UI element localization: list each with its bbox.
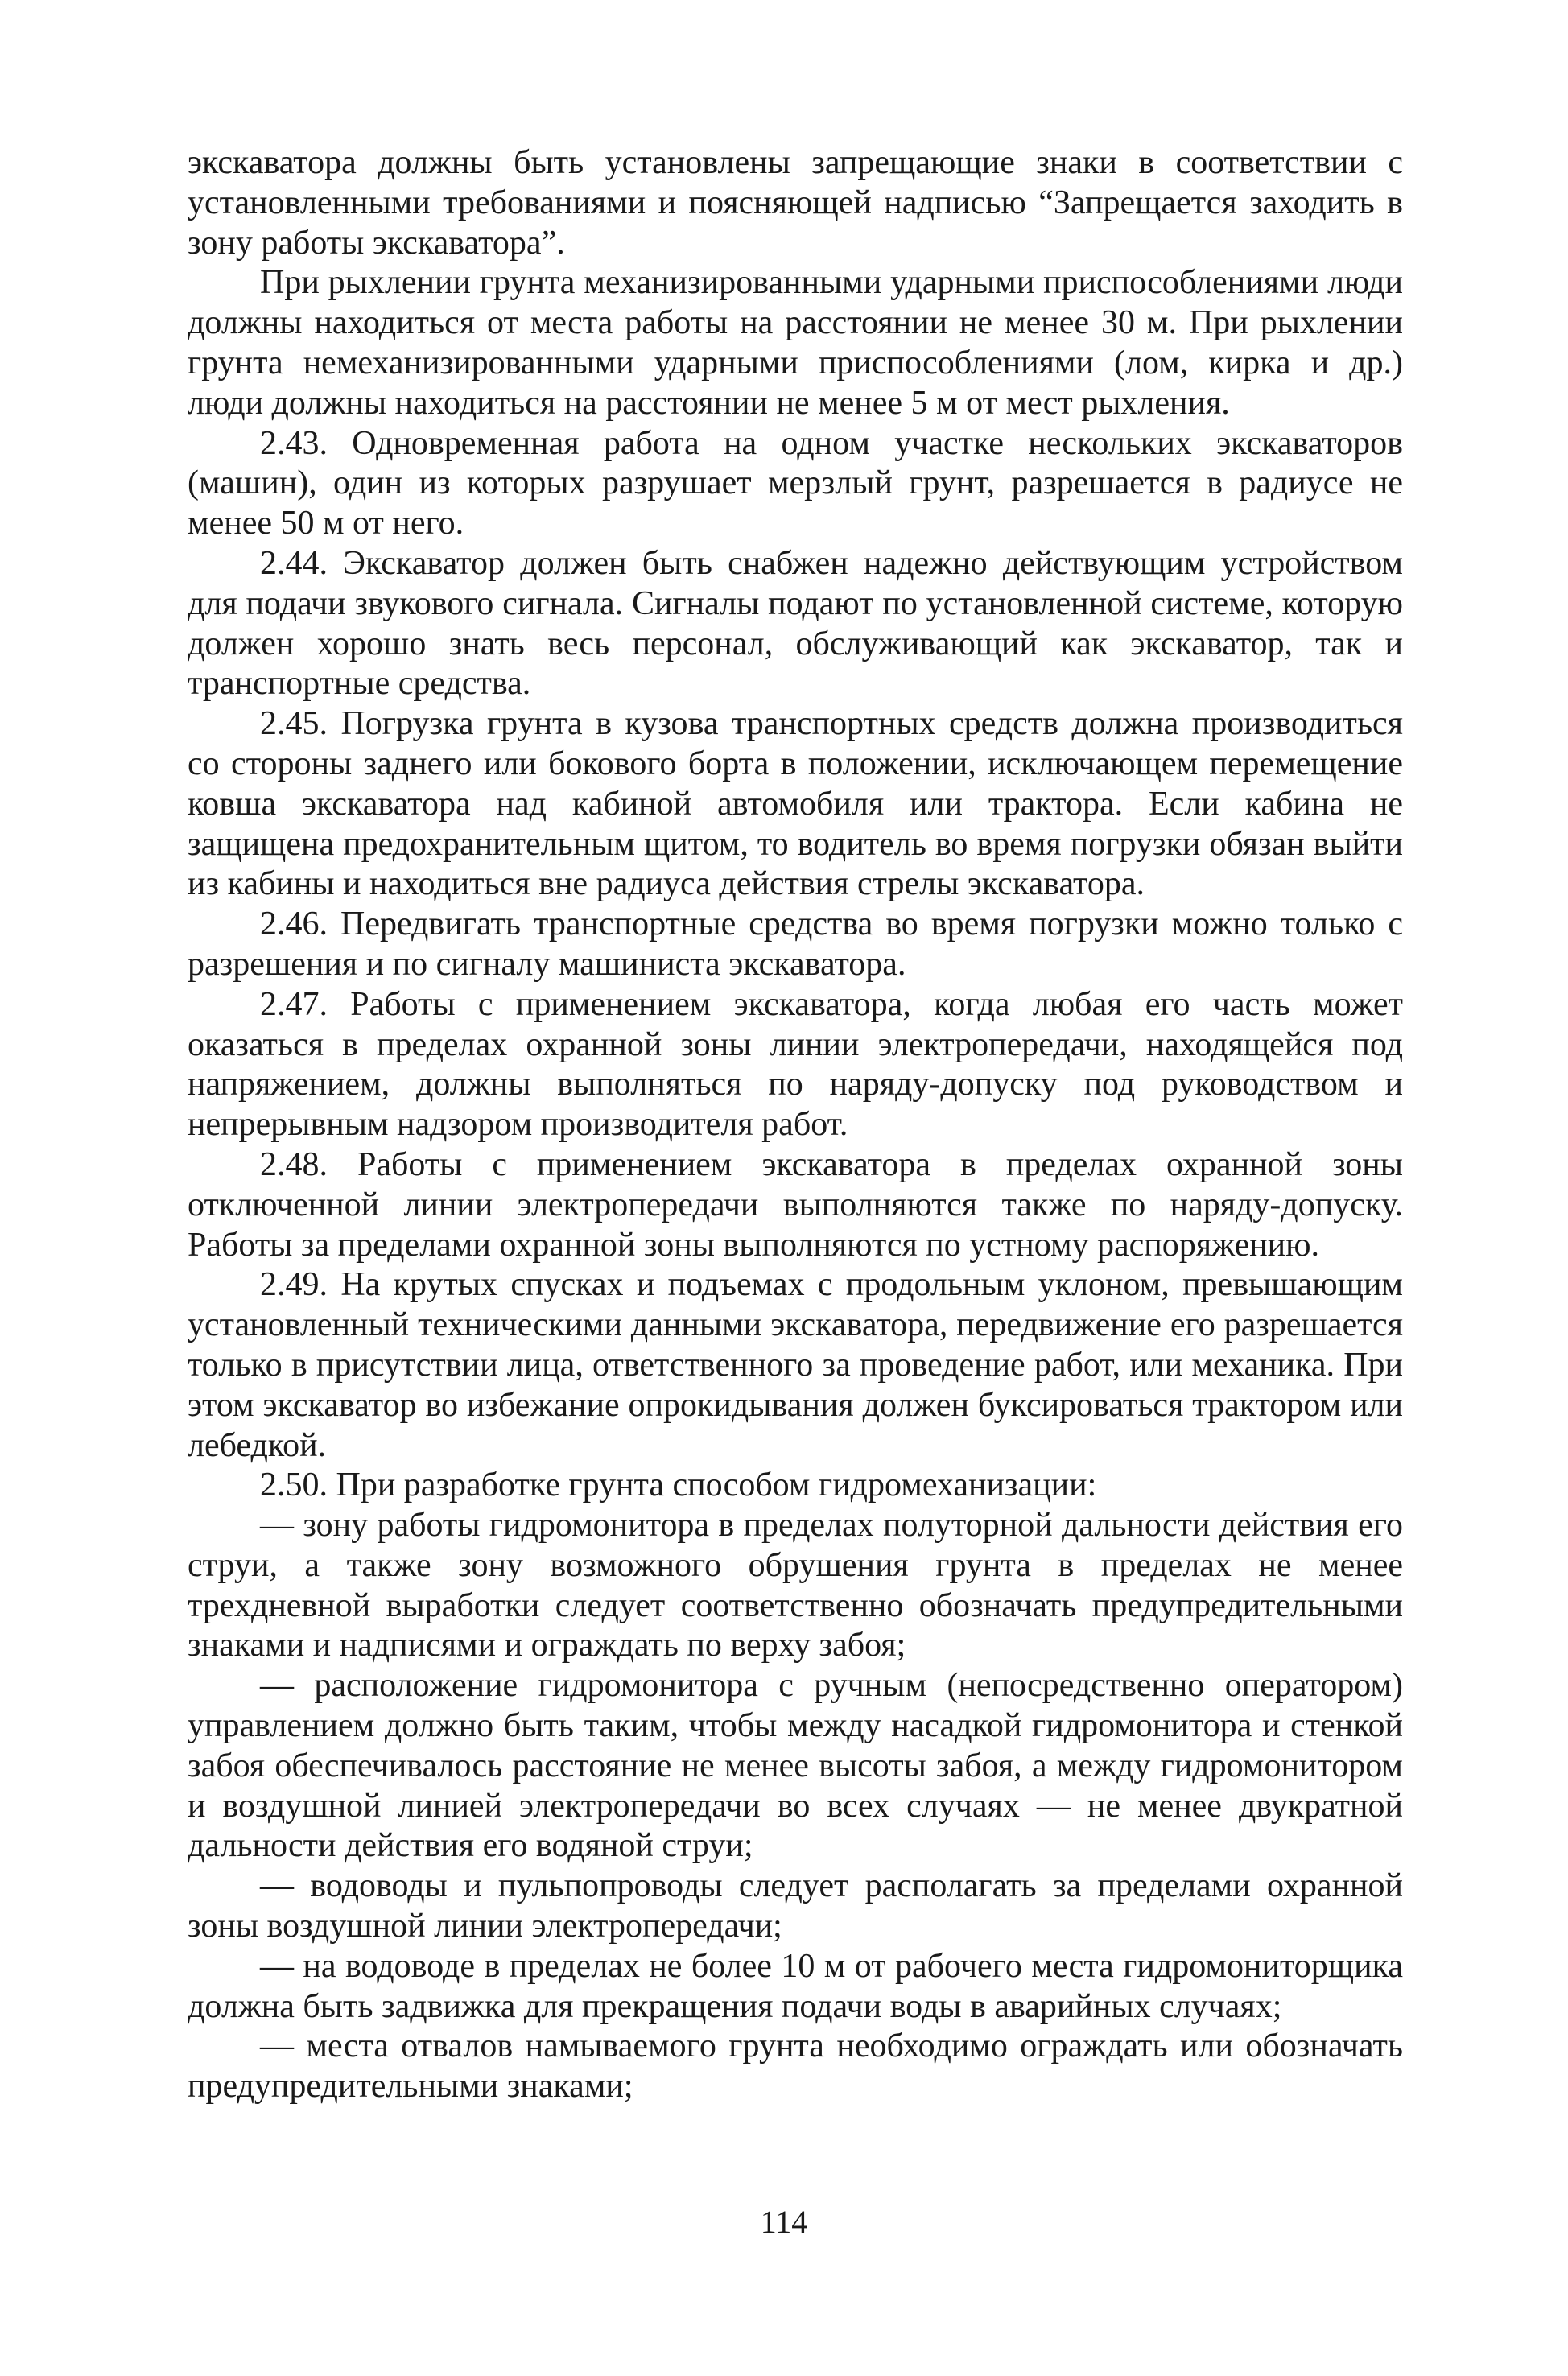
list-item-dump-sites: — места отвалов намываемого грунта необходимо ограждать или обозначать предупредительными знаками; bbox=[188, 2027, 1403, 2106]
paragraph-loosening: При рыхлении грунта механизированными ударными приспособлениями люди должны находиться от места работы на расстоянии не менее 30 м. При рыхлении грунта немеханизированными ударными приспособлениями (лом, кирка и др.) люди должны находиться на расстоянии не менее 5 м от мест рыхления. bbox=[188, 264, 1403, 422]
list-item-hydromonitor-position: — расположение гидромонитора с ручным (непосредственно оператором) управлением должно быть таким, чтобы между насадкой гидромонитора и стенкой забоя обеспечивалось расстояние не менее высоты забоя, а между гидромонитором и воздушной линией электропередачи во всех случаях — не менее двукратной дальности действия его водяной струи; bbox=[188, 1667, 1403, 1865]
list-item-hydromonitor-zone: — зону работы гидромонитора в пределах полуторной дальности действия его струи, а также зону возможного обрушения грунта в пределах не менее трехдневной выработки следует соответственно обозначать предупредительными знаками и надписями и ограждать по верху забоя; bbox=[188, 1507, 1403, 1664]
paragraph-2-46: 2.46. Передвигать транспортные средства во время погрузки можно только с разрешения и по сигналу машиниста экскаватора. bbox=[188, 905, 1403, 983]
paragraph-2-48: 2.48. Работы с применением экскаватора в пределах охранной зоны отключенной линии электропередачи выполняются также по наряду-допуску. Работы за пределами охранной зоны выполняются по устному распоряжению. bbox=[188, 1145, 1403, 1264]
list-item-water-pipes: — водоводы и пульпопроводы следует располагать за пределами охранной зоны воздушной линии электропередачи; bbox=[188, 1867, 1403, 1945]
paragraph-2-43: 2.43. Одновременная работа на одном участке нескольких экскаваторов (машин), один из которых разрушает мерзлый грунт, разрешается в радиусе не менее 50 м от него. bbox=[188, 424, 1403, 542]
paragraph-2-50: 2.50. При разработке грунта способом гидромеханизации: bbox=[260, 1466, 1097, 1504]
list-item-valve: — на водоводе в пределах не более 10 м от рабочего места гидромониторщика должна быть задвижка для прекращения подачи воды в аварийных случаях; bbox=[188, 1947, 1403, 2025]
paragraph-continuation: экскаватора должны быть установлены запрещающие знаки в соответствии с установленными требованиями и поясняющей надписью “Запрещается заходить в зону работы экскаватора”. bbox=[188, 144, 1403, 262]
paragraph-2-45: 2.45. Погрузка грунта в кузова транспортных средств должна производиться со стороны заднего или бокового борта в положении, исключающем перемещение ковша экскаватора над кабиной автомобиля или трактора. Если кабина не защищена предохранительным щитом, то водитель во время погрузки обязан выйти из кабины и находиться вне радиуса действия стрелы экскаватора. bbox=[188, 705, 1403, 903]
paragraph-2-47: 2.47. Работы с применением экскаватора, когда любая его часть может оказаться в пределах охранной зоны линии электропередачи, находящейся под напряжением, должны выполняться по наряду-допуску под руководством и непрерывным надзором производителя работ. bbox=[188, 985, 1403, 1144]
page-number: 114 bbox=[760, 2204, 808, 2240]
paragraph-2-44: 2.44. Экскаватор должен быть снабжен надежно действующим устройством для подачи звукового сигнала. Сигналы подают по установленной системе, которую должен хорошо знать весь персонал, обслуживающий как экскаватор, так и транспортные средства. bbox=[188, 544, 1403, 703]
body-text bbox=[188, 143, 1403, 2107]
paragraph-2-49: 2.49. На крутых спусках и подъемах с продольным уклоном, превышающим установленный техническими данными экскаватора, передвижение его разрешается только в присутствии лица, ответственного за проведение работ, или механика. При этом экскаватор во избежание опрокидывания должен буксироваться трактором или лебедкой. bbox=[188, 1266, 1403, 1464]
